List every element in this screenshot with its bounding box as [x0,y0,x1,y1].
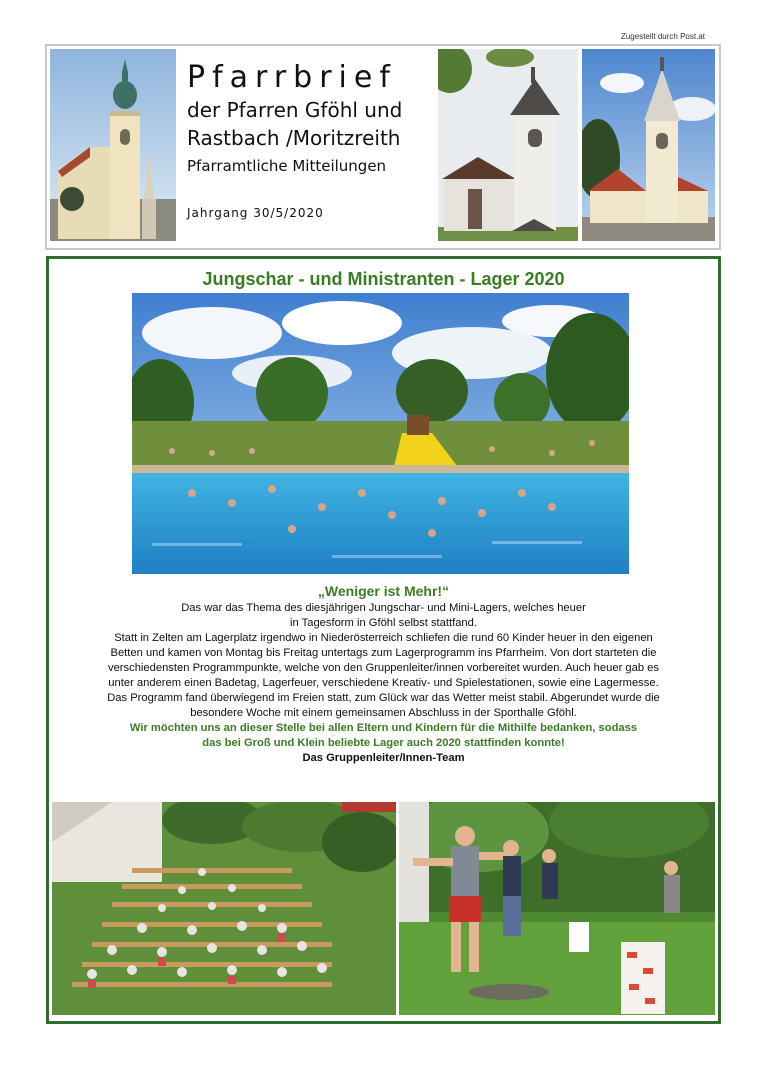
article-line: Das Programm fand überwiegend im Freien statt, zum Glück war das Wetter meist stabil. Abgerundet wurde die [107,692,660,704]
church-photo-moritzreith [582,49,715,241]
church-photo-gfoehl [50,49,176,241]
article-line: verschiedensten Programmpunkte, welche von den Gruppenleiter/innen vorbereitet wurden. Auch heuer gab es [107,662,659,674]
article-quote: „Weniger ist Mehr!“ [317,583,450,599]
article-signature: Das Gruppenleiter/Innen-Team [302,752,465,764]
article-line: besondere Woche mit einem gemeinsamen Abschluss in der Sporthalle Gföhl. [190,707,577,719]
article-line: Das war das Thema des diesjährigen Jungschar- und Mini-Lagers, welches heuer [181,602,586,614]
thanks-line-2: das bei Groß und Klein beliebte Lager auch 2020 stattfinden konnte! [202,737,565,749]
pool-photo [132,293,629,574]
church-photo-rastbach [438,49,578,241]
subtitle-line-3: Pfarramtliche Mitteilungen [187,157,387,175]
thanks-line-1: Wir möchten uns an dieser Stelle bei allen Eltern und Kindern für die Mithilfe bedanken, sodass [129,722,638,734]
article-panel [46,256,721,1024]
postage-note: Zugestellt durch Post.at [620,32,705,41]
benches-photo [52,802,396,1015]
title-block [187,60,437,178]
article-line: Betten und kamen von Montag bis Freitag untertags zum Lagerprogramm ins Pfarrheim. Von dort starteten die [110,647,657,659]
masthead [45,44,721,250]
article-line: in Tagesform in Gföhl selbst stattfand. [290,617,477,629]
issue-date: Jahrgang 30/5/2020 [187,206,324,220]
page-title: Pfarrbrief [187,60,397,95]
article-headline: Jungschar - und Ministranten - Lager 2020 [202,269,565,289]
subtitle-line-1: der Pfarren Gföhl und [187,98,403,122]
subtitle-line-2: Rastbach /Moritzreith [187,126,401,150]
article-line: Statt in Zelten am Lagerplatz irgendwo in Niederösterreich schliefen die rund 60 Kinder heuer in den eigenen [114,632,653,644]
article-body [57,581,710,766]
dancing-photo [399,802,715,1015]
article-line: unter anderem einen Badetag, Lagerfeuer, verschiedene Kreativ- und Spielestationen, sowie eine Lagermesse. [108,677,659,689]
